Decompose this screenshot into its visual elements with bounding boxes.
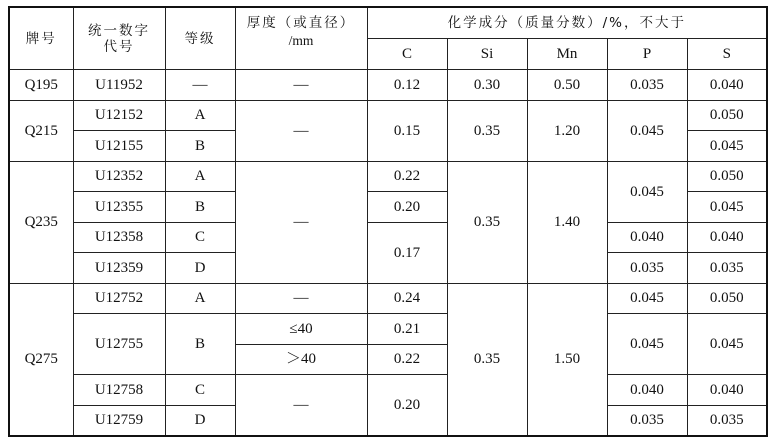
header-grade: 牌号 bbox=[9, 7, 73, 70]
level-cell: A bbox=[165, 161, 235, 192]
s-cell: 0.045 bbox=[687, 314, 767, 375]
thickness-cell: ＞40 bbox=[235, 344, 367, 375]
code-cell: U12755 bbox=[73, 314, 165, 375]
p-cell: 0.035 bbox=[607, 405, 687, 436]
si-cell: 0.35 bbox=[447, 100, 527, 161]
code-cell: U12155 bbox=[73, 131, 165, 162]
p-cell: 0.040 bbox=[607, 222, 687, 253]
thickness-cell: — bbox=[235, 100, 367, 161]
p-cell: 0.035 bbox=[607, 70, 687, 101]
header-chem-composition: 化学成分（质量分数）/%，不大于 bbox=[367, 7, 767, 39]
code-cell: U11952 bbox=[73, 70, 165, 101]
si-cell: 0.35 bbox=[447, 283, 527, 436]
mn-cell: 1.40 bbox=[527, 161, 607, 283]
header-p: P bbox=[607, 39, 687, 70]
code-cell: U12758 bbox=[73, 375, 165, 406]
steel-composition-table bbox=[8, 6, 768, 437]
mn-cell: 0.50 bbox=[527, 70, 607, 101]
c-cell: 0.20 bbox=[367, 192, 447, 223]
code-cell: U12152 bbox=[73, 100, 165, 131]
code-cell: U12752 bbox=[73, 283, 165, 314]
table-row bbox=[9, 314, 767, 345]
header-code-line1: 统一数字 bbox=[88, 22, 150, 39]
header-code bbox=[73, 7, 165, 70]
level-cell: D bbox=[165, 253, 235, 284]
mn-cell: 1.50 bbox=[527, 283, 607, 436]
header-thickness bbox=[235, 7, 367, 70]
header-thickness-line1: 厚度（或直径） bbox=[246, 15, 356, 31]
code-cell: U12355 bbox=[73, 192, 165, 223]
grade-cell: Q215 bbox=[9, 100, 73, 161]
s-cell: 0.040 bbox=[687, 222, 767, 253]
c-cell: 0.24 bbox=[367, 283, 447, 314]
c-cell: 0.12 bbox=[367, 70, 447, 101]
table-row bbox=[9, 161, 767, 192]
code-cell: U12359 bbox=[73, 253, 165, 284]
header-level: 等级 bbox=[165, 7, 235, 70]
c-cell: 0.17 bbox=[367, 222, 447, 283]
s-cell: 0.035 bbox=[687, 405, 767, 436]
level-cell: — bbox=[165, 70, 235, 101]
thickness-cell: — bbox=[235, 283, 367, 314]
table-row bbox=[9, 70, 767, 101]
s-cell: 0.045 bbox=[687, 192, 767, 223]
thickness-cell: — bbox=[235, 161, 367, 283]
thickness-cell: ≤40 bbox=[235, 314, 367, 345]
table-row bbox=[9, 100, 767, 131]
thickness-cell: — bbox=[235, 375, 367, 437]
level-cell: B bbox=[165, 131, 235, 162]
p-cell: 0.035 bbox=[607, 253, 687, 284]
c-cell: 0.22 bbox=[367, 344, 447, 375]
s-cell: 0.045 bbox=[687, 131, 767, 162]
p-cell: 0.045 bbox=[607, 314, 687, 375]
level-cell: A bbox=[165, 283, 235, 314]
header-code-line2: 代号 bbox=[103, 38, 135, 55]
grade-cell: Q275 bbox=[9, 283, 73, 436]
s-cell: 0.040 bbox=[687, 70, 767, 101]
s-cell: 0.050 bbox=[687, 100, 767, 131]
s-cell: 0.040 bbox=[687, 375, 767, 406]
c-cell: 0.22 bbox=[367, 161, 447, 192]
code-cell: U12759 bbox=[73, 405, 165, 436]
p-cell: 0.045 bbox=[607, 283, 687, 314]
p-cell: 0.045 bbox=[607, 161, 687, 222]
si-cell: 0.30 bbox=[447, 70, 527, 101]
s-cell: 0.035 bbox=[687, 253, 767, 284]
header-c: C bbox=[367, 39, 447, 70]
c-cell: 0.21 bbox=[367, 314, 447, 345]
si-cell: 0.35 bbox=[447, 161, 527, 283]
level-cell: B bbox=[165, 314, 235, 375]
header-mn: Mn bbox=[527, 39, 607, 70]
header-row-1 bbox=[9, 7, 767, 39]
level-cell: C bbox=[165, 222, 235, 253]
table-row bbox=[9, 222, 767, 253]
table-row bbox=[9, 283, 767, 314]
p-cell: 0.040 bbox=[607, 375, 687, 406]
table-row bbox=[9, 375, 767, 406]
c-cell: 0.15 bbox=[367, 100, 447, 161]
thickness-cell: — bbox=[235, 70, 367, 101]
level-cell: A bbox=[165, 100, 235, 131]
header-si: Si bbox=[447, 39, 527, 70]
steel-composition-table-container bbox=[8, 6, 768, 437]
grade-cell: Q195 bbox=[9, 70, 73, 101]
level-cell: C bbox=[165, 375, 235, 406]
c-cell: 0.20 bbox=[367, 375, 447, 437]
mn-cell: 1.20 bbox=[527, 100, 607, 161]
p-cell: 0.045 bbox=[607, 100, 687, 161]
level-cell: B bbox=[165, 192, 235, 223]
grade-cell: Q235 bbox=[9, 161, 73, 283]
header-s: S bbox=[687, 39, 767, 70]
code-cell: U12358 bbox=[73, 222, 165, 253]
s-cell: 0.050 bbox=[687, 161, 767, 192]
level-cell: D bbox=[165, 405, 235, 436]
s-cell: 0.050 bbox=[687, 283, 767, 314]
header-thickness-line2: /mm bbox=[288, 33, 314, 48]
code-cell: U12352 bbox=[73, 161, 165, 192]
